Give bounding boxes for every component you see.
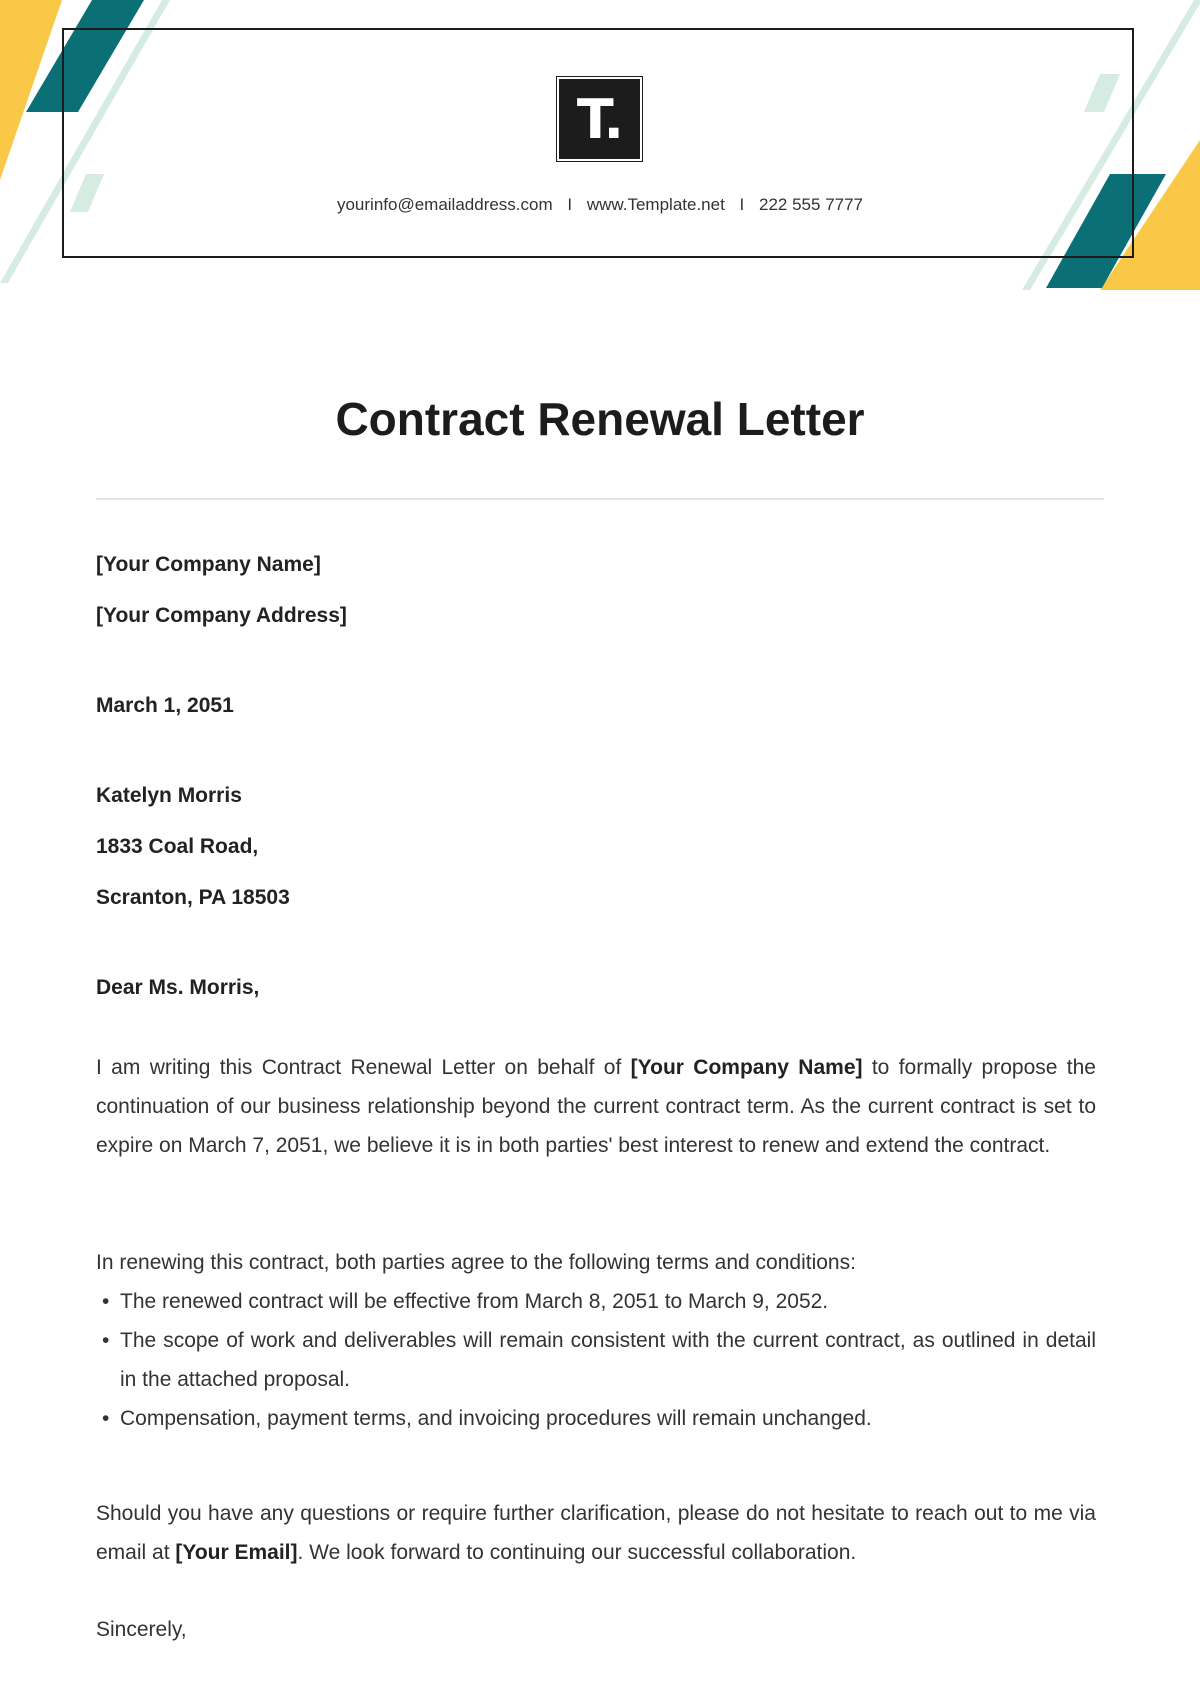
- logo: [556, 76, 643, 162]
- body-paragraph-2: In renewing this contract, both parties agree to the following terms and conditions:: [96, 1251, 856, 1274]
- p3-text-start: Should you have any questions or require further clarification, please do not hesitate to reach out to me via email at: [96, 1502, 1096, 1564]
- p3-text-end: . We look forward to continuing our successful collaboration.: [297, 1541, 857, 1564]
- recipient-city: Scranton, PA 18503: [96, 886, 290, 909]
- contact-website: www.Template.net: [586, 195, 725, 214]
- p3-email-placeholder: [Your Email]: [175, 1541, 298, 1564]
- letter-date: March 1, 2051: [96, 694, 234, 717]
- terms-list: [96, 1282, 1096, 1438]
- contact-separator: I: [567, 195, 573, 214]
- list-item: • The scope of work and deliverables will remain consistent with the current contract, as outlined in detail in the attached proposal.: [96, 1321, 1096, 1399]
- document-title: Contract Renewal Letter: [335, 393, 865, 445]
- body-paragraph-3: [96, 1494, 1096, 1572]
- closing: Sincerely,: [96, 1618, 187, 1641]
- list-item: • The renewed contract will be effective from March 8, 2051 to March 9, 2052.: [96, 1282, 1096, 1321]
- p1-text-end: to formally propose the continuation of our business relationship beyond the current contract term. As the current contract is set to expire on March 7, 2051, we believe it is in both parties' best interest to renew and extend the contract.: [96, 1056, 1096, 1157]
- salutation: Dear Ms. Morris,: [96, 976, 260, 999]
- recipient-street: 1833 Coal Road,: [96, 835, 259, 858]
- p1-company-placeholder: [Your Company Name]: [630, 1056, 863, 1079]
- logo-mark: T.: [559, 79, 640, 159]
- list-item: • Compensation, payment terms, and invoicing procedures will remain unchanged.: [96, 1399, 1096, 1438]
- title-divider: [96, 498, 1104, 500]
- p1-text-start: I am writing this Contract Renewal Letter on behalf of: [96, 1056, 631, 1079]
- recipient-name: Katelyn Morris: [96, 784, 242, 807]
- contact-email: yourinfo@emailaddress.com: [336, 195, 553, 214]
- body-paragraph-1: [96, 1048, 1096, 1165]
- contact-line: [0, 195, 1200, 215]
- sender-company-name: [Your Company Name]: [96, 553, 321, 576]
- contact-separator: I: [739, 195, 745, 214]
- sender-company-address: [Your Company Address]: [96, 604, 347, 627]
- contact-phone: 222 555 7777: [759, 195, 864, 214]
